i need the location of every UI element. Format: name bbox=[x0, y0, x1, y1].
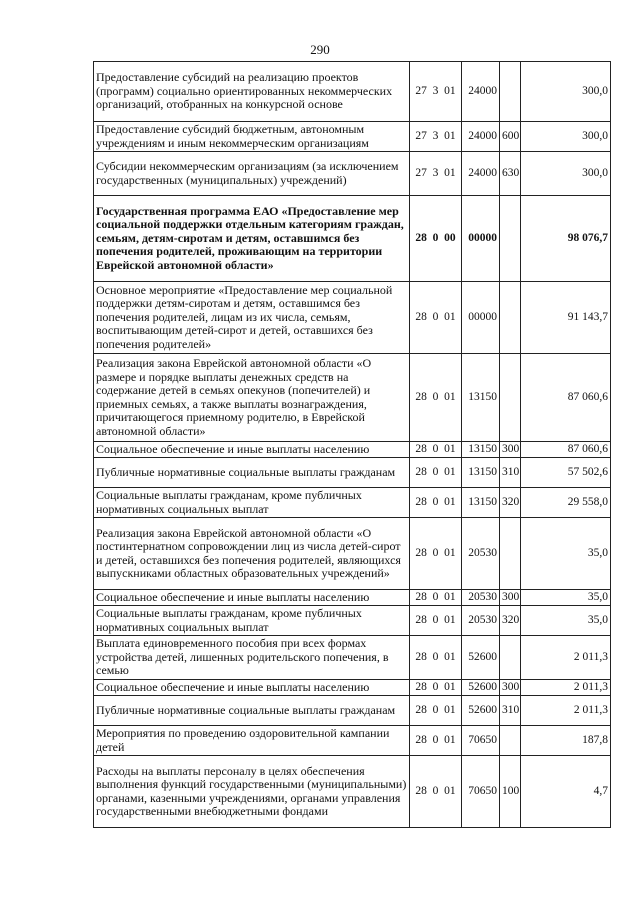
row-code: 28 0 01 bbox=[410, 442, 462, 458]
table-row bbox=[94, 196, 611, 282]
row-direction: 00000 bbox=[462, 196, 500, 282]
row-sum: 29 558,0 bbox=[521, 488, 611, 518]
row-type bbox=[500, 354, 521, 442]
row-code: 28 0 01 bbox=[410, 636, 462, 680]
table-row bbox=[94, 590, 611, 606]
row-name: Государственная программа ЕАО «Предоставление мер социальной поддержки отдельным категориям граждан, семьям, детям-сиротам и детям, оставшимся без попечения родителей, проживающим на территории Еврейской автономной области» bbox=[94, 196, 410, 282]
row-code: 28 0 00 bbox=[410, 196, 462, 282]
row-name: Выплата единовременного пособия при всех формах устройства детей, лишенных родительского попечения, в семью bbox=[94, 636, 410, 680]
row-sum: 35,0 bbox=[521, 590, 611, 606]
row-name: Расходы на выплаты персоналу в целях обеспечения выполнения функций государственными (муниципальными) органами, казенными учреждениями, органами управления государственными внебюджетными фондами bbox=[94, 756, 410, 828]
table-row bbox=[94, 518, 611, 590]
row-sum: 91 143,7 bbox=[521, 282, 611, 354]
row-type: 320 bbox=[500, 606, 521, 636]
row-code: 28 0 01 bbox=[410, 756, 462, 828]
table-row bbox=[94, 62, 611, 122]
row-sum: 35,0 bbox=[521, 518, 611, 590]
row-direction: 24000 bbox=[462, 62, 500, 122]
row-code: 28 0 01 bbox=[410, 488, 462, 518]
row-type bbox=[500, 196, 521, 282]
row-sum: 300,0 bbox=[521, 152, 611, 196]
row-type: 310 bbox=[500, 458, 521, 488]
table-row bbox=[94, 606, 611, 636]
row-code: 28 0 01 bbox=[410, 518, 462, 590]
row-direction: 13150 bbox=[462, 354, 500, 442]
row-name: Социальные выплаты гражданам, кроме публичных нормативных социальных выплат bbox=[94, 488, 410, 518]
row-sum: 2 011,3 bbox=[521, 696, 611, 726]
row-direction: 52600 bbox=[462, 636, 500, 680]
row-direction: 13150 bbox=[462, 488, 500, 518]
row-direction: 20530 bbox=[462, 606, 500, 636]
row-code: 28 0 01 bbox=[410, 680, 462, 696]
table-row bbox=[94, 122, 611, 152]
row-type: 300 bbox=[500, 442, 521, 458]
row-type: 320 bbox=[500, 488, 521, 518]
row-code: 27 3 01 bbox=[410, 122, 462, 152]
row-type: 600 bbox=[500, 122, 521, 152]
row-name: Основное мероприятие «Предоставление мер социальной поддержки детям-сиротам и детям, оставшимся без попечения родителей, лицам из их числа, семьям, воспитывающим детей-сирот и детей, оставшихся без попечения родителей» bbox=[94, 282, 410, 354]
row-code: 28 0 01 bbox=[410, 354, 462, 442]
table-row bbox=[94, 354, 611, 442]
row-direction: 52600 bbox=[462, 696, 500, 726]
row-code: 28 0 01 bbox=[410, 458, 462, 488]
row-direction: 20530 bbox=[462, 518, 500, 590]
row-direction: 13150 bbox=[462, 458, 500, 488]
row-name: Реализация закона Еврейской автономной области «О размере и порядке выплаты денежных средств на содержание детей в семьях опекунов (попечителей) и приемных семьях, а также выплаты вознаграждения, причитающегося приемному родителю, в Еврейской автономной области» bbox=[94, 354, 410, 442]
row-direction: 13150 bbox=[462, 442, 500, 458]
row-sum: 187,8 bbox=[521, 726, 611, 756]
row-sum: 98 076,7 bbox=[521, 196, 611, 282]
row-type bbox=[500, 726, 521, 756]
row-type: 100 bbox=[500, 756, 521, 828]
budget-table-body bbox=[94, 62, 611, 828]
row-name: Публичные нормативные социальные выплаты гражданам bbox=[94, 696, 410, 726]
row-type bbox=[500, 636, 521, 680]
row-name: Предоставление субсидий на реализацию проектов (программ) социально ориентированных некоммерческих организаций, отобранных на конкурсной основе bbox=[94, 62, 410, 122]
table-row bbox=[94, 152, 611, 196]
page-number: 290 bbox=[310, 42, 330, 57]
row-sum: 87 060,6 bbox=[521, 354, 611, 442]
row-name: Публичные нормативные социальные выплаты гражданам bbox=[94, 458, 410, 488]
row-name: Предоставление субсидий бюджетным, автономным учреждениям и иным некоммерческим организациям bbox=[94, 122, 410, 152]
row-name: Социальные выплаты гражданам, кроме публичных нормативных социальных выплат bbox=[94, 606, 410, 636]
table-row bbox=[94, 488, 611, 518]
row-sum: 35,0 bbox=[521, 606, 611, 636]
row-type: 300 bbox=[500, 590, 521, 606]
row-type: 310 bbox=[500, 696, 521, 726]
table-row bbox=[94, 726, 611, 756]
row-name: Социальное обеспечение и иные выплаты населению bbox=[94, 590, 410, 606]
row-type bbox=[500, 282, 521, 354]
table-row bbox=[94, 636, 611, 680]
row-direction: 70650 bbox=[462, 726, 500, 756]
row-type bbox=[500, 518, 521, 590]
row-code: 28 0 01 bbox=[410, 726, 462, 756]
row-sum: 4,7 bbox=[521, 756, 611, 828]
table-row bbox=[94, 442, 611, 458]
budget-table bbox=[93, 61, 611, 828]
table-row bbox=[94, 282, 611, 354]
table-row bbox=[94, 680, 611, 696]
row-sum: 57 502,6 bbox=[521, 458, 611, 488]
row-direction: 24000 bbox=[462, 122, 500, 152]
row-name: Мероприятия по проведению оздоровительной кампании детей bbox=[94, 726, 410, 756]
table-row bbox=[94, 696, 611, 726]
row-direction: 24000 bbox=[462, 152, 500, 196]
row-type: 630 bbox=[500, 152, 521, 196]
row-sum: 300,0 bbox=[521, 122, 611, 152]
row-type bbox=[500, 62, 521, 122]
row-name: Социальное обеспечение и иные выплаты населению bbox=[94, 442, 410, 458]
table-row bbox=[94, 458, 611, 488]
row-sum: 300,0 bbox=[521, 62, 611, 122]
row-code: 27 3 01 bbox=[410, 62, 462, 122]
row-code: 28 0 01 bbox=[410, 282, 462, 354]
row-sum: 2 011,3 bbox=[521, 680, 611, 696]
row-sum: 2 011,3 bbox=[521, 636, 611, 680]
row-code: 28 0 01 bbox=[410, 590, 462, 606]
row-direction: 70650 bbox=[462, 756, 500, 828]
row-direction: 00000 bbox=[462, 282, 500, 354]
table-row bbox=[94, 756, 611, 828]
row-name: Социальное обеспечение и иные выплаты населению bbox=[94, 680, 410, 696]
row-direction: 20530 bbox=[462, 590, 500, 606]
row-type: 300 bbox=[500, 680, 521, 696]
row-direction: 52600 bbox=[462, 680, 500, 696]
row-code: 28 0 01 bbox=[410, 606, 462, 636]
row-code: 27 3 01 bbox=[410, 152, 462, 196]
row-sum: 87 060,6 bbox=[521, 442, 611, 458]
row-name: Реализация закона Еврейской автономной области «О постинтернатном сопровождении лиц из числа детей-сирот и детей, оставшихся без попечения родителей, являющихся выпускниками областных образовательных учреждений» bbox=[94, 518, 410, 590]
row-name: Субсидии некоммерческим организациям (за исключением государственных (муниципальных) учреждений) bbox=[94, 152, 410, 196]
row-code: 28 0 01 bbox=[410, 696, 462, 726]
